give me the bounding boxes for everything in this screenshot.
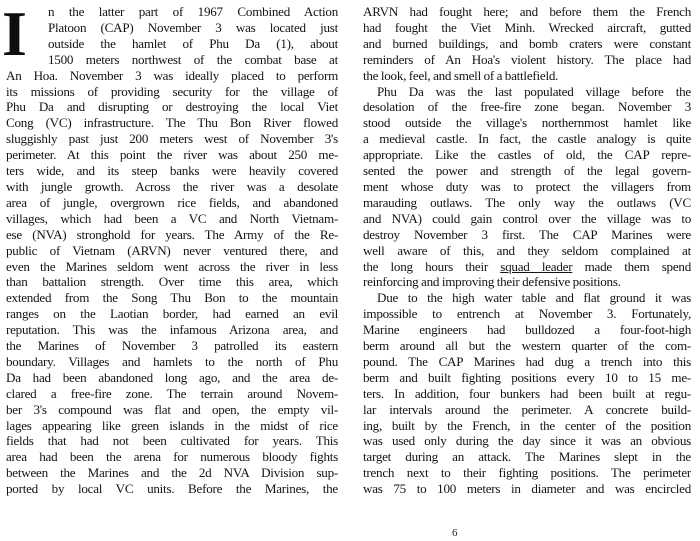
text-line: ters. In addition, four bunkers had been built at regu- — [363, 385, 691, 401]
text-line: and NVA) could gain control over the village was to — [363, 210, 691, 226]
text-line: An Hoa. November 3 was ideally placed to perform — [6, 67, 338, 83]
text-line: destroy November 3 first. The CAP Marines were — [363, 226, 691, 242]
text-line: with jungle growth. Across the river was a desolate — [6, 178, 338, 194]
page-number: 6 — [452, 527, 458, 539]
text-line: stood outside the village's northernmost hamlet like — [363, 115, 691, 131]
text-line: clared a free-fire zone. The terrain around Novem- — [6, 385, 338, 401]
text-line: had fought the Viet Minh. Wrecked aircraft, gutted — [363, 19, 691, 35]
text-line: public of Vietnam (ARVN) never ventured there, and — [6, 242, 338, 258]
text-line: marauding outlaws. The only way the outlaws (VC — [363, 194, 691, 210]
text-line: appropriate. Like the castles of old, the CAP repre- — [363, 147, 691, 163]
text-line: perimeter. At this point the river was about 250 me- — [6, 147, 338, 163]
text-line: area of jungle, overgrown rice fields, and abandoned — [6, 194, 338, 210]
text-line: target during an attack. The Marines slept in the — [363, 449, 691, 465]
text-line: was used only during the day since it was an obvious — [363, 433, 691, 449]
text-line: was 75 to 100 meters in diameter and was encircled — [363, 481, 691, 497]
text-line: lages appearing like green islands in the midst of rice — [6, 417, 338, 433]
text-line: ber 3's compound was flat and open, the empty vil- — [6, 401, 338, 417]
text-line: Cong (VC) infrastructure. The Thu Bon River flowed — [6, 115, 338, 131]
text-line: reminders of An Hoa's violent history. The place had — [363, 51, 691, 67]
text-line: pound. The CAP Marines had dug a trench into this — [363, 353, 691, 369]
text-line: reputation. This was the infamous Arizona area, and — [6, 322, 338, 338]
text-line: Platoon (CAP) November 3 was located just — [48, 19, 338, 35]
text-line: well aware of this, and they seldom complained at — [363, 242, 691, 258]
text-line: berm around all but the western quarter of the com- — [363, 338, 691, 354]
text-fragment: made them spend — [572, 258, 691, 274]
right-column — [363, 4, 691, 497]
text-line: outside the hamlet of Phu Da (1), about — [48, 35, 338, 51]
text-line: a medieval castle. In fact, the castle analogy is quite — [363, 131, 691, 147]
text-line: area had been the arena for numerous bloody fights — [6, 449, 338, 465]
text-line: Due to the high water table and flat ground it was — [377, 290, 691, 306]
text-fragment: the long hours their — [363, 258, 501, 274]
text-line: between the Marines and the 2d NVA Division sup- — [6, 465, 338, 481]
text-line: its missions of providing security for the village of — [6, 83, 338, 99]
text-line: fields that had not been cultivated for years. This — [6, 433, 338, 449]
text-line: Da had been abandoned long ago, and the area de- — [6, 369, 338, 385]
text-line: the look, feel, and smell of a battlefield. — [363, 67, 559, 83]
left-column — [6, 4, 338, 497]
text-line: ranges on the Laotian border, had earned an evil — [6, 306, 338, 322]
text-line: ported by local VC units. Before the Marines, the — [6, 481, 338, 497]
text-line: villages, which had been a VC and North Vietnam- — [6, 210, 338, 226]
text-line: even the Marines seldom went across the river in less — [6, 258, 338, 274]
text-line: ARVN had fought here; and before them the French — [363, 4, 691, 19]
text-line: berm and built fighting positions every 10 to 15 me- — [363, 369, 691, 385]
text-line: trench next to their fighting positions. The perimeter — [363, 465, 691, 481]
text-line: Marine engineers had bulldozed a four-foot-high — [363, 322, 691, 338]
text-line: sented the power and strength of the legal govern- — [363, 163, 691, 179]
text-line: ment whose duty was to protect the villagers from — [363, 178, 691, 194]
text-line: ters wide, and its steep banks were heavily covered — [6, 163, 338, 179]
text-line: ese (NVA) stronghold for years. The Army of the Re- — [6, 226, 338, 242]
text-line: and burned buildings, and bomb craters were constant — [363, 35, 691, 51]
text-line-with-underline — [363, 259, 691, 275]
text-line: desolation of the free-fire zone began. November 3 — [363, 99, 691, 115]
text-line: than battalion strength. Over time this area, which — [6, 274, 338, 290]
text-line: boundary. Villages and hamlets to the north of Phu — [6, 353, 338, 369]
text-line: lar intervals around the perimeter. A concrete build- — [363, 401, 691, 417]
text-line: Phu Da was the last populated village before the — [377, 83, 691, 99]
text-line: ing, built by the French, in the center of the position — [363, 417, 691, 433]
text-line: sluggishly past just 200 meters west of November 3's — [6, 131, 338, 147]
text-line: reinforcing and improving their defensive positions. — [363, 274, 621, 290]
text-line: impossible to entrench at November 3. Fortunately, — [363, 306, 691, 322]
text-line: Phu Da and disrupting or destroying the local Viet — [6, 99, 338, 115]
text-line: the Marines of November 3 patrolled its eastern — [6, 338, 338, 354]
text-line: extended from the Song Thu Bon to the mountain — [6, 290, 338, 306]
underlined-term: squad leader — [500, 258, 573, 274]
text-line: n the latter part of 1967 Combined Action — [48, 4, 338, 19]
drop-cap: I — [2, 0, 27, 69]
text-line: 1500 meters northwest of the combat base at — [48, 51, 338, 67]
